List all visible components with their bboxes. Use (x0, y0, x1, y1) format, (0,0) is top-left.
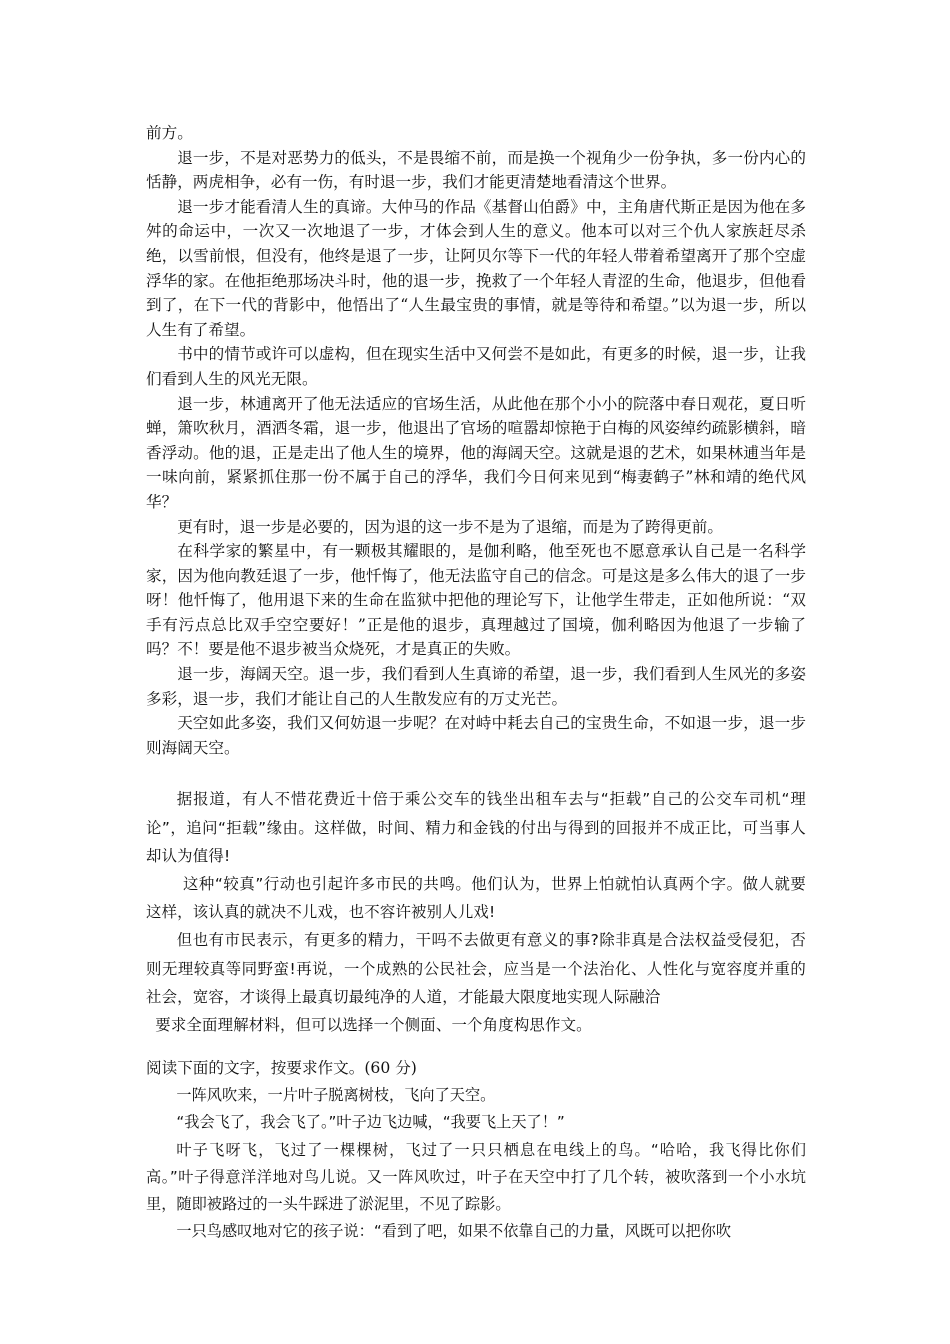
requirement-text: 要求全面理解材料，但可以选择一个侧面、一个角度构思作文。 (155, 1016, 592, 1035)
paragraph: 退一步，林逋离开了他无法适应的官场生活，从此他在那个小小的院落中春日观花，夏日听蝉，箫吹秋月，酒洒冬霜，退一步，他退出了官场的喧嚣却惊艳于白梅的风姿绰约疏影横斜，暗香浮动。他的退，正是走出了他人生的境界，他的海阔天空。这就是退的艺术，如果林逋当年是一味向前，紧紧抓住那一份不属于自己的浮华，我们今日何来见到“梅妻鹤子”林和靖的绝代风华？ (146, 394, 806, 511)
section-title: 阅读下面的文字，按要求作文。(60 分) (146, 1059, 417, 1078)
paragraph: 退一步，不是对恶势力的低头，不是畏缩不前，而是换一个视角少一份争执，多一份内心的恬静，两虎相争，必有一伤，有时退一步，我们才能更清楚地看清这个世界。 (146, 148, 806, 192)
document-page (146, 121, 806, 1245)
paragraph: 书中的情节或许可以虚构，但在现实生活中又何尝不是如此，有更多的时候，退一步，让我们看到人生的风光无限。 (146, 345, 806, 388)
paragraph: 但也有市民表示，有更多的精力，干吗不去做更有意义的事?除非真是合法权益受侵犯，否则无理较真等同野蛮!再说，一个成熟的公民社会，应当是一个法治化、人性化与宽容度并重的社会，宽容，才谈得上最真切最纯净的人道，才能最大限度地实现人际融洽 (146, 931, 806, 1006)
paragraph: 在科学家的繁星中，有一颗极其耀眼的，是伽利略，他至死也不愿意承认自己是一名科学家，因为他向教廷退了一步，他忏悔了，他无法监守自己的信念。可是这是多么伟大的退了一步呀！他忏悔了，他用退下来的生命在监狱中把他的理论写下，让他学生带走，正如他所说：“双手有污点总比双手空空要好！”正是他的退步，真理越过了国境，伽利略因为他退了一步输了吗？不！要是他不退步被当众烧死，才是真正的失败。 (146, 542, 806, 659)
paragraph: 退一步才能看清人生的真谛。大仲马的作品《基督山伯爵》中，主角唐代斯正是因为他在多舛的命运中，一次又一次地退了一步，才体会到人生的意义。他本可以对三个仇人家族赶尽杀绝，以雪前恨，但没有，他终是退了一步，让阿贝尔等下一代的年轻人带着希望离开了那个空虚浮华的家。在他拒绝那场决斗时，他的退一步，挽救了一个年轻人青涩的生命，他退步，但他看到了，在下一代的背影中，他悟出了“人生最宝贵的事情，就是等待和希望。”以为退一步，所以人生有了希望。 (146, 197, 806, 339)
paragraph: 一只鸟感叹地对它的孩子说：“看到了吧，如果不依靠自己的力量，风既可以把你吹 (176, 1222, 732, 1241)
paragraph: 前方。 (146, 124, 193, 142)
essay-section (146, 121, 806, 760)
prompt-section (146, 1055, 806, 1245)
paragraph: 天空如此多姿，我们又何妨退一步呢？在对峙中耗去自己的宝贵生命，不如退一步，退一步则海阔天空。 (146, 714, 806, 757)
material-section (146, 785, 806, 1039)
paragraph: 退一步，海阔天空。退一步，我们看到人生真谛的希望，退一步，我们看到人生风光的多姿多彩，退一步，我们才能让自己的人生散发应有的万丈光芒。 (146, 665, 806, 708)
paragraph: “我会飞了，我会飞了。”叶子边飞边喊，“我要飞上天了！” (176, 1113, 565, 1132)
paragraph: 这种“较真”行动也引起许多市民的共鸣。他们认为，世界上怕就怕认真两个字。做人就要这样，该认真的就决不儿戏，也不容许被别人儿戏! (146, 875, 806, 922)
paragraph: 叶子飞呀飞，飞过了一棵棵树，飞过了一只只栖息在电线上的鸟。“哈哈，我飞得比你们高。”叶子得意洋洋地对鸟儿说。又一阵风吹过，叶子在天空中打了几个转，被吹落到一个小水坑里，随即被路过的一头牛踩进了淤泥里，不见了踪影。 (146, 1140, 806, 1214)
paragraph: 更有时，退一步是必要的，因为退的这一步不是为了退缩，而是为了跨得更前。 (177, 517, 723, 536)
paragraph: 一阵风吹来，一片叶子脱离树枝，飞向了天空。 (176, 1086, 496, 1105)
paragraph: 据报道，有人不惜花费近十倍于乘公交车的钱坐出租车去与“拒载”自己的公交车司机“理论”，追问“拒载”缘由。这样做，时间、精力和金钱的付出与得到的回报并不成正比，可当事人却认为值得! (146, 790, 806, 865)
